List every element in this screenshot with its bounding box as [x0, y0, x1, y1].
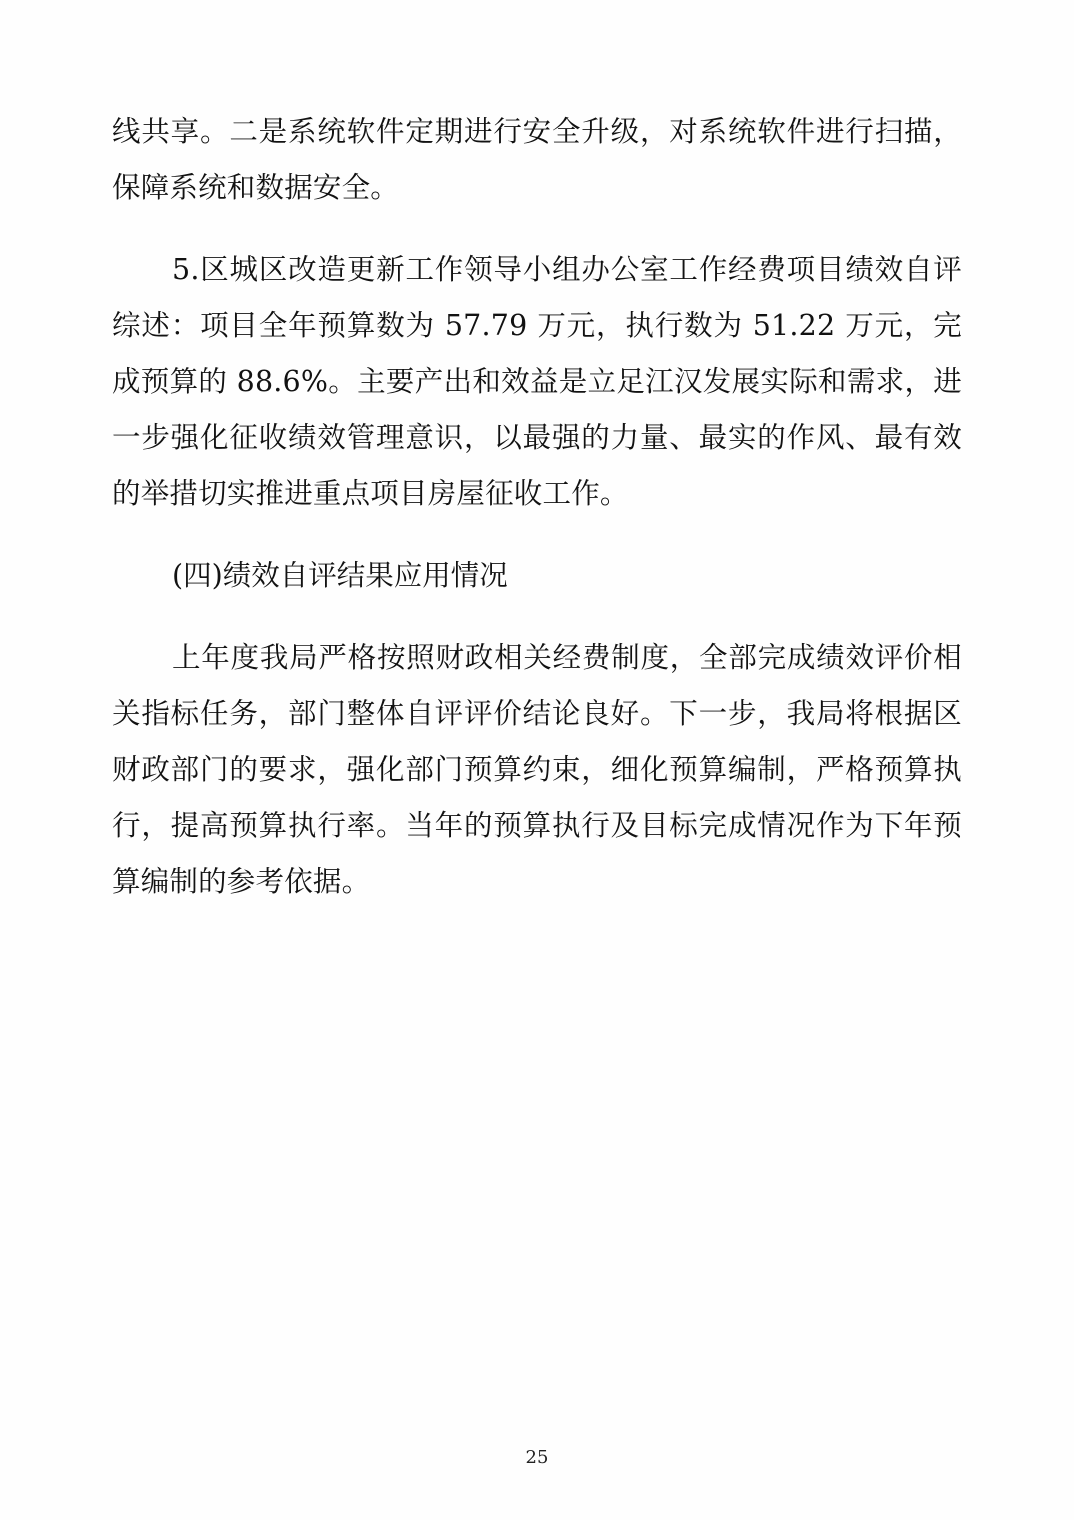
- page-number: 25: [525, 1447, 549, 1468]
- paragraph-continued-security: 线共享。二是系统软件定期进行安全升级，对系统软件进行扫描，保障系统和数据安全。: [112, 115, 962, 204]
- page-content: [112, 104, 962, 910]
- paragraph-item-5: 5.区城区改造更新工作领导小组办公室工作经费项目绩效自评综述：项目全年预算数为 57.79 万元，执行数为 51.22 万元，完成预算的 88.6%。主要产出和效益是立足江汉发展实际和需求，进一步强化征收绩效管理意识，以最强的力量、最实的作风、最有效的举措切实推进重点项目房屋征收工作。: [112, 253, 962, 510]
- paragraph-result-application: 上年度我局严格按照财政相关经费制度，全部完成绩效评价相关指标任务，部门整体自评评价结论良好。下一步，我局将根据区财政部门的要求，强化部门预算约束，细化预算编制，严格预算执行，提高预算执行率。当年的预算执行及目标完成情况作为下年预算编制的参考依据。: [112, 641, 962, 898]
- heading-section-four: (四)绩效自评结果应用情况: [172, 559, 508, 592]
